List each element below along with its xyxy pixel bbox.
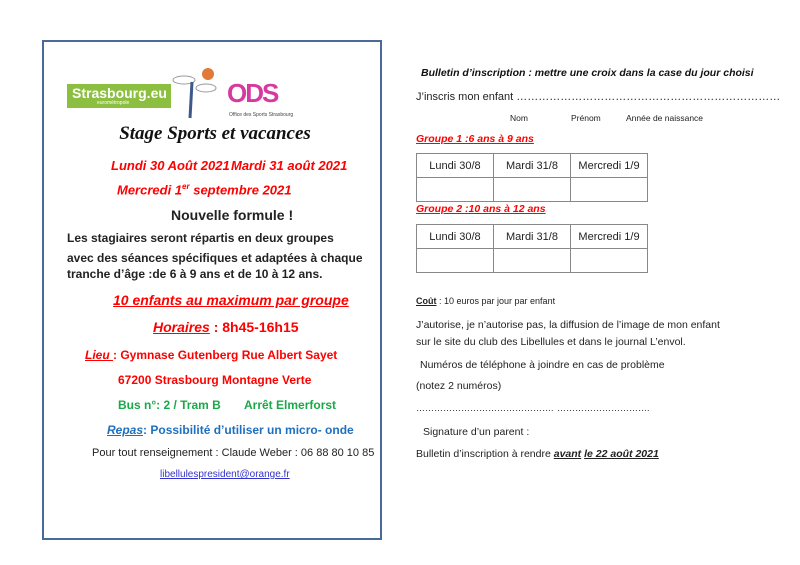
- checkbox-cell[interactable]: [494, 249, 571, 273]
- contact-info: Pour tout renseignement : Claude Weber : 06 88 80 10 85: [92, 447, 375, 459]
- horaires: Horaires : 8h45-16h15: [153, 319, 299, 335]
- checkbox-cell[interactable]: [494, 178, 571, 202]
- inscris-line[interactable]: J’inscris mon enfant ………………………………………………………………: [416, 91, 781, 103]
- checkbox-cell[interactable]: [571, 178, 648, 202]
- autorise-line2: sur le site du club des Libellules et dans le journal L’envol.: [416, 336, 686, 348]
- lieu-city: 67200 Strasbourg Montagne Verte: [118, 373, 312, 387]
- para-seances: avec des séances spécifiques et adaptées à chaque: [67, 251, 363, 265]
- date-tuesday: Mardi 31 août 2021: [231, 158, 348, 173]
- day-header: Lundi 30/8: [417, 225, 494, 249]
- email-link[interactable]: libellulespresident@orange.fr: [160, 469, 290, 480]
- lieu: Lieu : Gymnase Gutenberg Rue Albert Sayet: [85, 348, 338, 362]
- flyer-title: Stage Sports et vacances: [119, 123, 311, 144]
- phone-field-2[interactable]: ………………………….: [557, 403, 650, 413]
- deadline: Bulletin d’inscription à rendre avant le 22 août 2021: [416, 448, 659, 460]
- max-children: 10 enfants au maximum par groupe: [113, 292, 349, 308]
- checkbox-cell[interactable]: [571, 249, 648, 273]
- checkbox-cell[interactable]: [417, 249, 494, 273]
- para-groups: Les stagiaires seront répartis en deux groupes: [67, 231, 334, 245]
- strasbourg-logo: Strasbourg.eu eurométropole: [67, 84, 171, 108]
- groupe1-heading: Groupe 1 :6 ans à 9 ans: [416, 133, 534, 145]
- day-header: Mercredi 1/9: [571, 154, 648, 178]
- checkbox-cell[interactable]: [417, 178, 494, 202]
- day-header: Mardi 31/8: [494, 154, 571, 178]
- phone-field-1[interactable]: ……………………………………….: [416, 403, 554, 413]
- autorise-line1: J’autorise, je n’autorise pas, la diffusion de l’image de mon enfant: [416, 319, 720, 331]
- notez: (notez 2 numéros): [416, 380, 502, 392]
- signature: Signature d’un parent :: [423, 426, 530, 438]
- cout: Coût : 10 euros par jour par enfant: [416, 296, 556, 306]
- day-header: Mardi 31/8: [494, 225, 571, 249]
- para-ages: tranche d’âge :de 6 à 9 ans et de 10 à 12 ans.: [67, 267, 323, 281]
- arret-info: Arrêt Elmerforst: [244, 398, 337, 412]
- dragonfly-logo: [172, 66, 218, 122]
- label-nom: Nom: [510, 113, 528, 123]
- date-monday: Lundi 30 Août 2021: [111, 158, 230, 173]
- label-annee: Année de naissance: [626, 113, 704, 123]
- date-wednesday: Mercredi 1er septembre 2021: [117, 182, 292, 198]
- numeros: Numéros de téléphone à joindre en cas de problème: [420, 359, 665, 371]
- groupe1-table: [416, 153, 648, 202]
- ods-logo: ODS Office des Sports Strasbourg: [227, 78, 294, 118]
- bulletin-title: Bulletin d’inscription : mettre une croix dans la case du jour choisi: [421, 67, 754, 79]
- label-prenom: Prénom: [571, 113, 601, 123]
- day-header: Lundi 30/8: [417, 154, 494, 178]
- nouvelle-formule: Nouvelle formule !: [171, 207, 294, 223]
- groupe2-heading: Groupe 2 :10 ans à 12 ans: [416, 203, 546, 215]
- day-header: Mercredi 1/9: [571, 225, 648, 249]
- groupe2-table: [416, 224, 648, 273]
- bus-info: Bus n°: 2 / Tram B: [118, 398, 221, 412]
- repas: Repas: Possibilité d’utiliser un micro- onde: [107, 423, 354, 437]
